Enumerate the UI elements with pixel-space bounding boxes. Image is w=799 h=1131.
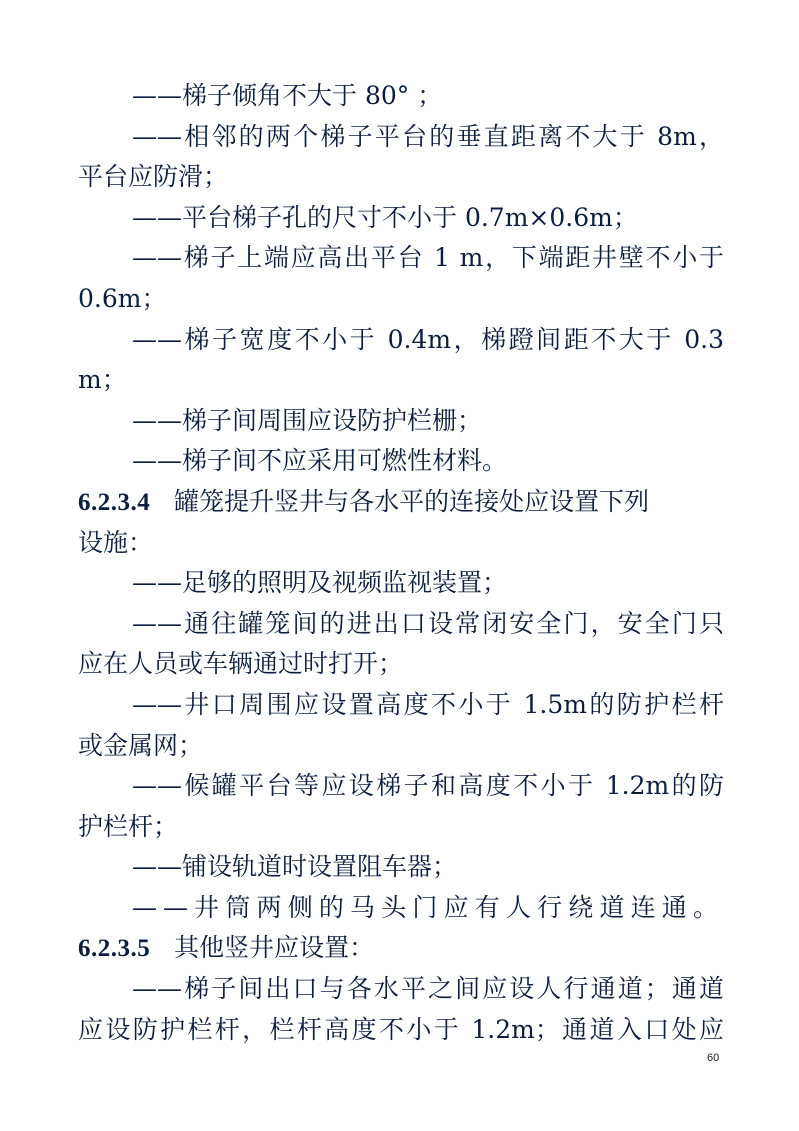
text-line: 平台应防滑； bbox=[78, 162, 229, 192]
text-line: 应设防护栏杆，栏杆高度不小于 1.2m；通道入口处应 bbox=[78, 1014, 724, 1044]
text-line: m； bbox=[78, 365, 127, 395]
clause-text: 其他竖井应设置： bbox=[174, 933, 375, 963]
clause-line bbox=[78, 482, 724, 523]
document-page bbox=[78, 76, 724, 1050]
text-line: ——梯子宽度不小于 0.4m，梯蹬间距不大于 0.3 bbox=[132, 324, 724, 354]
clause-number: 6.2.3.4 bbox=[78, 488, 151, 516]
page-number: 60 bbox=[707, 1052, 720, 1064]
text-line: ——相邻的两个梯子平台的垂直距离不大于 8m， bbox=[132, 121, 724, 151]
text-line: ——梯子间出口与各水平之间应设人行通道；通道 bbox=[132, 974, 724, 1004]
text-line: ——梯子间周围应设防护栏栅； bbox=[132, 405, 483, 435]
text-line: ——候罐平台等应设梯子和高度不小于 1.2m的防 bbox=[132, 771, 724, 801]
text-line: 应在人员或车辆通过时打开； bbox=[78, 649, 404, 679]
clause-line bbox=[78, 928, 724, 969]
text-line: ——井筒两侧的马头门应有人行绕道连通。 bbox=[132, 892, 724, 922]
text-line: ——梯子间不应采用可燃性材料。 bbox=[132, 446, 508, 476]
clause-text: 罐笼提升竖井与各水平的连接处应设置下列 bbox=[174, 486, 650, 516]
text-line: ——梯子倾角不大于 80° ； bbox=[132, 81, 443, 110]
text-line: ——梯子上端应高出平台 1 m，下端距井壁不小于 bbox=[132, 243, 724, 273]
text-line: 护栏杆； bbox=[78, 811, 179, 841]
text-line: ——井口周围应设置高度不小于 1.5m的防护栏杆 bbox=[132, 689, 724, 719]
clause-number: 6.2.3.5 bbox=[78, 935, 151, 963]
text-line: 0.6m； bbox=[78, 283, 167, 313]
text-line: 或金属网； bbox=[78, 730, 204, 760]
text-line: ——足够的照明及视频监视装置； bbox=[132, 568, 508, 598]
text-line: ——通往罐笼间的进出口设常闭安全门，安全门只 bbox=[132, 608, 724, 638]
text-line: ——铺设轨道时设置阻车器； bbox=[132, 852, 458, 882]
text-line: 设施： bbox=[78, 527, 154, 557]
text-line: ——平台梯子孔的尺寸不小于 0.7m×0.6m； bbox=[132, 202, 638, 232]
